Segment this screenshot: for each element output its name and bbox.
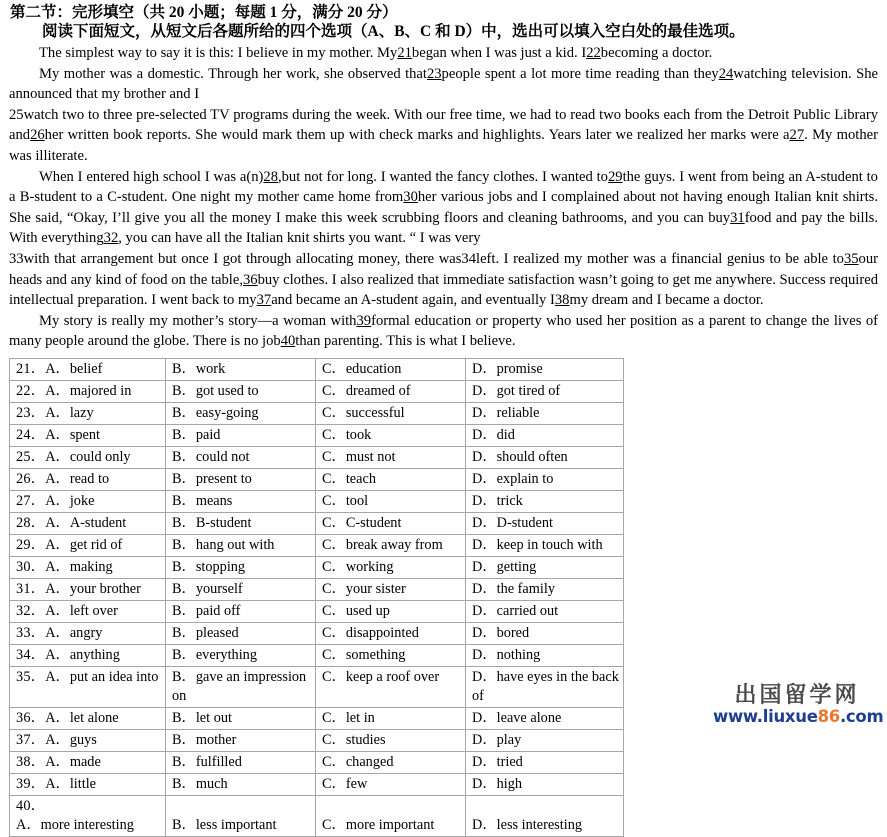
option-label: C．disappointed: [322, 624, 419, 641]
option-d-cell[interactable]: [466, 358, 624, 380]
option-a-cell[interactable]: [10, 751, 166, 773]
option-label: B．paid off: [172, 602, 241, 619]
table-row: [10, 644, 624, 666]
option-d-cell[interactable]: [466, 578, 624, 600]
option-d-cell[interactable]: [466, 729, 624, 751]
option-label: C．successful: [322, 404, 405, 421]
option-label: B．everything: [172, 646, 257, 663]
question-number: 36．: [16, 709, 46, 726]
option-label: D．trick: [472, 492, 523, 509]
option-b-cell[interactable]: [166, 773, 316, 795]
option-label: C．something: [322, 646, 406, 663]
passage-text: When I entered high school I was a(n): [39, 168, 264, 185]
table-row: [10, 666, 624, 707]
option-label: D．the family: [472, 580, 555, 597]
table-row: [10, 402, 624, 424]
option-c-cell[interactable]: [316, 468, 466, 490]
blank-21: 21: [397, 45, 412, 61]
option-label: C．used up: [322, 602, 390, 619]
passage-text: her written book reports. She would mark them up with check marks and highlights. Years later we realized her marks were a: [44, 127, 790, 144]
option-label: C．took: [322, 426, 372, 443]
option-b-cell[interactable]: [166, 751, 316, 773]
option-b-cell[interactable]: [166, 666, 316, 707]
option-d-cell[interactable]: [466, 468, 624, 490]
option-label: D．did: [472, 426, 515, 443]
blank-26: 26: [30, 127, 45, 144]
table-row: [10, 358, 624, 380]
option-label: C．teach: [322, 470, 376, 487]
blank-31: 31: [730, 209, 745, 226]
option-a-cell[interactable]: [10, 446, 166, 468]
passage-paragraph-1: [9, 43, 878, 64]
option-c-cell[interactable]: [316, 402, 466, 424]
option-c-cell[interactable]: [316, 446, 466, 468]
option-a-cell[interactable]: [10, 707, 166, 729]
option-label: C．let in: [322, 709, 375, 726]
option-label: A．spent: [45, 426, 101, 443]
passage-text: people spent a lot more time reading than they: [441, 65, 719, 82]
passage-text: food and pay the bills. With everything: [9, 209, 878, 247]
option-b-cell[interactable]: [166, 380, 316, 402]
empty-cell: [316, 795, 466, 816]
question-number: 39．: [16, 775, 46, 792]
option-label: B．pleased: [172, 624, 239, 641]
option-label: B．fulfilled: [172, 753, 242, 770]
blank-25: 25: [9, 106, 24, 123]
option-label: D．nothing: [472, 646, 541, 663]
option-d-cell[interactable]: [466, 600, 624, 622]
table-row: [10, 773, 624, 795]
option-a-cell[interactable]: [10, 816, 166, 837]
passage-text: ,but not for long. I wanted the fancy clothes. I wanted to: [277, 168, 608, 185]
option-a-cell[interactable]: [10, 622, 166, 644]
passage-text: formal education or property who used her position as a parent to change the lives of many people around the globe. There is no job: [9, 312, 878, 350]
table-row: [10, 556, 624, 578]
option-c-cell[interactable]: [316, 816, 466, 837]
option-b-cell[interactable]: [166, 446, 316, 468]
question-number: 31．: [16, 580, 46, 597]
passage-text: . My mother was illiterate.: [9, 127, 878, 164]
watermark-url-prefix: www.liuxue: [713, 707, 818, 726]
option-label: C．must not: [322, 448, 396, 465]
option-label: D．getting: [472, 558, 537, 575]
option-b-cell[interactable]: [166, 468, 316, 490]
option-c-cell[interactable]: [316, 358, 466, 380]
passage-paragraph-3: [9, 105, 878, 167]
option-b-cell[interactable]: [166, 534, 316, 556]
passage-text: our heads and any kind of food on the table,: [9, 250, 878, 288]
option-d-cell[interactable]: [466, 512, 624, 534]
option-label: A．your brother: [45, 580, 141, 597]
option-label: C．studies: [322, 731, 386, 748]
option-label: B．present to: [172, 470, 252, 487]
question-number: 25．: [16, 448, 46, 465]
option-label: D．keep in touch with: [472, 536, 603, 553]
option-b-cell[interactable]: [166, 402, 316, 424]
option-a-cell[interactable]: [10, 729, 166, 751]
option-a-cell[interactable]: [10, 424, 166, 446]
option-label: D．less interesting: [472, 816, 582, 833]
watermark: [713, 683, 884, 726]
question-number: 38．: [16, 753, 46, 770]
option-label: B．hang out with: [172, 536, 275, 553]
passage-text: My story is really my mother’s story—a woman with: [39, 312, 357, 329]
option-b-cell[interactable]: [166, 707, 316, 729]
passage-text: my dream and I became a doctor.: [569, 292, 764, 309]
option-a-cell[interactable]: [10, 666, 166, 707]
option-label: D．tried: [472, 753, 523, 770]
option-label: A．joke: [45, 492, 95, 509]
option-label: A．lazy: [45, 404, 94, 421]
option-a-cell[interactable]: [10, 358, 166, 380]
question-number: 34．: [16, 646, 46, 663]
option-a-cell[interactable]: [10, 534, 166, 556]
option-label: A．made: [45, 753, 101, 770]
option-label: A．let alone: [45, 709, 119, 726]
option-b-cell[interactable]: [166, 622, 316, 644]
option-a-cell[interactable]: [10, 468, 166, 490]
table-row: [10, 446, 624, 468]
option-b-cell[interactable]: [166, 490, 316, 512]
passage-text: and became an A-student again, and eventually I: [271, 292, 555, 309]
passage-text: the guys. I went from being an A-student to a B-student to a C-student. One night my mother came home from: [9, 168, 878, 206]
question-number: 37．: [16, 731, 46, 748]
table-row: [10, 512, 624, 534]
option-label: B．stopping: [172, 558, 246, 575]
question-number: 21．: [16, 360, 46, 377]
empty-cell: [466, 795, 624, 816]
option-label: D．high: [472, 775, 523, 792]
passage-text: watching television. She announced that my brother and I: [9, 65, 878, 103]
blank-33: 33: [9, 250, 24, 267]
option-c-cell[interactable]: [316, 773, 466, 795]
blank-29: 29: [607, 168, 623, 185]
option-label: A．making: [45, 558, 113, 575]
option-label: A．anything: [45, 646, 120, 663]
option-b-cell[interactable]: [166, 644, 316, 666]
option-label: C．keep a roof over: [322, 668, 440, 685]
blank-35: 35: [843, 250, 859, 267]
watermark-url: [713, 707, 884, 726]
table-row: [10, 424, 624, 446]
question-number: 26．: [16, 470, 46, 487]
option-label: D．reliable: [472, 404, 540, 421]
option-label: D．should often: [472, 448, 568, 465]
option-label: B．got used to: [172, 382, 259, 399]
option-label: B．easy-going: [172, 404, 259, 421]
option-d-cell[interactable]: [466, 622, 624, 644]
option-b-cell[interactable]: [166, 600, 316, 622]
option-label: B．paid: [172, 426, 221, 443]
passage-text: with that arrangement but once I got through allocating money, there was: [23, 250, 462, 267]
table-row: [10, 707, 624, 729]
option-c-cell[interactable]: [316, 622, 466, 644]
watermark-url-suffix: .com: [839, 707, 884, 726]
option-label: C．C-student: [322, 514, 402, 531]
option-label: D．explain to: [472, 470, 554, 487]
option-label: D．D-student: [472, 514, 554, 531]
option-label: B．could not: [172, 448, 250, 465]
passage-text: , you can have all the Italian knit shirts you want. “ I was very: [118, 230, 481, 247]
table-row: [10, 490, 624, 512]
question-number: 33．: [16, 624, 46, 641]
option-a-cell[interactable]: [10, 600, 166, 622]
table-row: [10, 578, 624, 600]
option-c-cell[interactable]: [316, 729, 466, 751]
option-label: A．read to: [45, 470, 110, 487]
table-row: [10, 729, 624, 751]
option-c-cell[interactable]: [316, 666, 466, 707]
blank-30: 30: [403, 189, 418, 206]
option-d-cell[interactable]: [466, 490, 624, 512]
table-row: [10, 534, 624, 556]
option-label: D．have eyes in the back of: [472, 668, 619, 704]
option-label: B．B-student: [172, 514, 252, 531]
option-d-cell[interactable]: [466, 534, 624, 556]
option-label: A．A-student: [45, 514, 127, 531]
option-a-cell[interactable]: [10, 380, 166, 402]
option-c-cell[interactable]: [316, 707, 466, 729]
blank-24: 24: [718, 65, 734, 82]
table-row: [10, 751, 624, 773]
blank-38: 38: [554, 292, 570, 309]
option-label: A．get rid of: [45, 536, 123, 553]
passage-text: becoming a doctor.: [600, 45, 713, 61]
question-number: 35．: [16, 668, 46, 685]
section-title: 第二节：完形填空（共 20 小题；每题 1 分，满分 20 分）: [10, 4, 398, 21]
blank-39: 39: [356, 312, 372, 329]
option-a-cell[interactable]: [10, 773, 166, 795]
option-label: D．leave alone: [472, 709, 562, 726]
option-label: A．put an idea into: [45, 668, 159, 685]
passage-text: watch two to three pre-selected TV programs during the week. With our free time, we had to read two books each from the Detroit Public Library and: [9, 106, 878, 144]
option-label: C．working: [322, 558, 394, 575]
option-d-cell[interactable]: [466, 424, 624, 446]
option-label: C．changed: [322, 753, 394, 770]
blank-28: 28: [263, 168, 278, 185]
option-c-cell[interactable]: [316, 644, 466, 666]
options-table: [9, 358, 624, 837]
option-label: C．dreamed of: [322, 382, 411, 399]
watermark-url-highlight: 86: [817, 707, 840, 726]
table-row: [10, 816, 624, 837]
passage-text: My mother was a domestic. Through her work, she observed that: [39, 65, 427, 82]
option-b-cell[interactable]: [166, 424, 316, 446]
passage-text: left. I realized my mother was a financial genius to be able to: [476, 250, 844, 267]
option-label: B．yourself: [172, 580, 243, 597]
option-label: B．mother: [172, 731, 237, 748]
passage-paragraph-2: [9, 64, 878, 105]
watermark-site-name: 出国留学网: [734, 683, 860, 708]
option-label: D．promise: [472, 360, 543, 377]
table-row: [10, 468, 624, 490]
option-label: C．few: [322, 775, 368, 792]
blank-22: 22: [586, 45, 601, 61]
question-number: 22．: [16, 382, 46, 399]
question-number: 28．: [16, 514, 46, 531]
blank-40: 40: [280, 333, 296, 350]
option-label: A．left over: [45, 602, 118, 619]
empty-cell: [166, 795, 316, 816]
option-label: B．much: [172, 775, 228, 792]
blank-34: 34: [461, 250, 477, 267]
passage-text: her various jobs and I complained about not having enough Italian knit shirts. She said, “Okay, I’ll give you all the money I make this week scrubbing floors and cleaning bathrooms, and you can buy: [9, 189, 878, 226]
option-label: C．your sister: [322, 580, 406, 597]
blank-32: 32: [103, 230, 119, 247]
option-label: A．more interesting: [16, 816, 134, 833]
option-d-cell[interactable]: [466, 380, 624, 402]
option-d-cell[interactable]: [466, 556, 624, 578]
option-a-cell[interactable]: [10, 512, 166, 534]
option-label: A．guys: [45, 731, 97, 748]
option-d-cell[interactable]: [466, 773, 624, 795]
option-c-cell[interactable]: [316, 490, 466, 512]
blank-36: 36: [242, 271, 258, 288]
option-label: C．tool: [322, 492, 369, 509]
option-label: A．belief: [45, 360, 103, 377]
option-d-cell[interactable]: [466, 644, 624, 666]
option-label: C．more important: [322, 816, 435, 833]
option-d-cell[interactable]: [466, 666, 624, 707]
option-d-cell[interactable]: [466, 446, 624, 468]
table-row: [10, 600, 624, 622]
option-label: D．carried out: [472, 602, 559, 619]
option-d-cell[interactable]: [466, 402, 624, 424]
option-b-cell[interactable]: [166, 816, 316, 837]
question-number: 24．: [16, 426, 46, 443]
option-label: B．work: [172, 360, 226, 377]
option-c-cell[interactable]: [316, 380, 466, 402]
option-c-cell[interactable]: [316, 751, 466, 773]
option-d-cell[interactable]: [466, 816, 624, 837]
question-number: 30．: [16, 558, 46, 575]
passage-text: The simplest way to say it is this: I believe in my mother. My: [39, 45, 398, 61]
option-c-cell[interactable]: [316, 512, 466, 534]
option-label: D．got tired of: [472, 382, 561, 399]
table-row: [10, 380, 624, 402]
option-c-cell[interactable]: [316, 578, 466, 600]
question-number: 23．: [16, 404, 46, 421]
option-label: C．break away from: [322, 536, 443, 553]
blank-27: 27: [789, 127, 805, 144]
option-label: D．bored: [472, 624, 530, 641]
question-number-cell: [10, 795, 166, 816]
question-number: 32．: [16, 602, 46, 619]
cloze-passage: [8, 43, 879, 352]
option-d-cell[interactable]: [466, 751, 624, 773]
option-label: A．could only: [45, 448, 131, 465]
option-b-cell[interactable]: [166, 729, 316, 751]
table-row: [10, 795, 624, 816]
option-label: B．let out: [172, 709, 232, 726]
option-b-cell[interactable]: [166, 358, 316, 380]
section-instruction: 阅读下面短文，从短文后各题所给的四个选项（A、B、C 和 D）中，选出可以填入空白处的最佳选项。: [42, 23, 745, 40]
option-label: A．little: [45, 775, 97, 792]
option-c-cell[interactable]: [316, 556, 466, 578]
option-a-cell[interactable]: [10, 402, 166, 424]
option-label: B．means: [172, 492, 233, 509]
option-label: A．angry: [45, 624, 103, 641]
option-c-cell[interactable]: [316, 600, 466, 622]
option-b-cell[interactable]: [166, 556, 316, 578]
option-b-cell[interactable]: [166, 578, 316, 600]
option-label: B．gave an impression on: [172, 668, 307, 704]
passage-paragraph-4: [9, 167, 878, 249]
table-row: [10, 622, 624, 644]
option-label: C．education: [322, 360, 402, 377]
option-b-cell[interactable]: [166, 512, 316, 534]
question-number: 40．: [16, 797, 46, 814]
passage-text: than parenting. This is what I believe.: [295, 333, 516, 350]
passage-paragraph-5: [9, 249, 878, 311]
option-a-cell[interactable]: [10, 644, 166, 666]
passage-text: began when I was just a kid. I: [411, 45, 587, 61]
option-c-cell[interactable]: [316, 424, 466, 446]
option-label: D．play: [472, 731, 522, 748]
option-label: B．less important: [172, 816, 277, 833]
option-a-cell[interactable]: [10, 490, 166, 512]
option-a-cell[interactable]: [10, 556, 166, 578]
option-d-cell[interactable]: [466, 707, 624, 729]
passage-text: buy clothes. I also realized that immediate satisfaction wasn’t going to get me anywhere. Success required intellectual preparation. I went back to my: [9, 271, 878, 309]
passage-paragraph-6: [9, 311, 878, 352]
option-c-cell[interactable]: [316, 534, 466, 556]
option-label: A．majored in: [45, 382, 132, 399]
blank-23: 23: [426, 65, 442, 82]
question-number: 27．: [16, 492, 46, 509]
blank-37: 37: [256, 292, 272, 309]
question-number: 29．: [16, 536, 46, 553]
option-a-cell[interactable]: [10, 578, 166, 600]
